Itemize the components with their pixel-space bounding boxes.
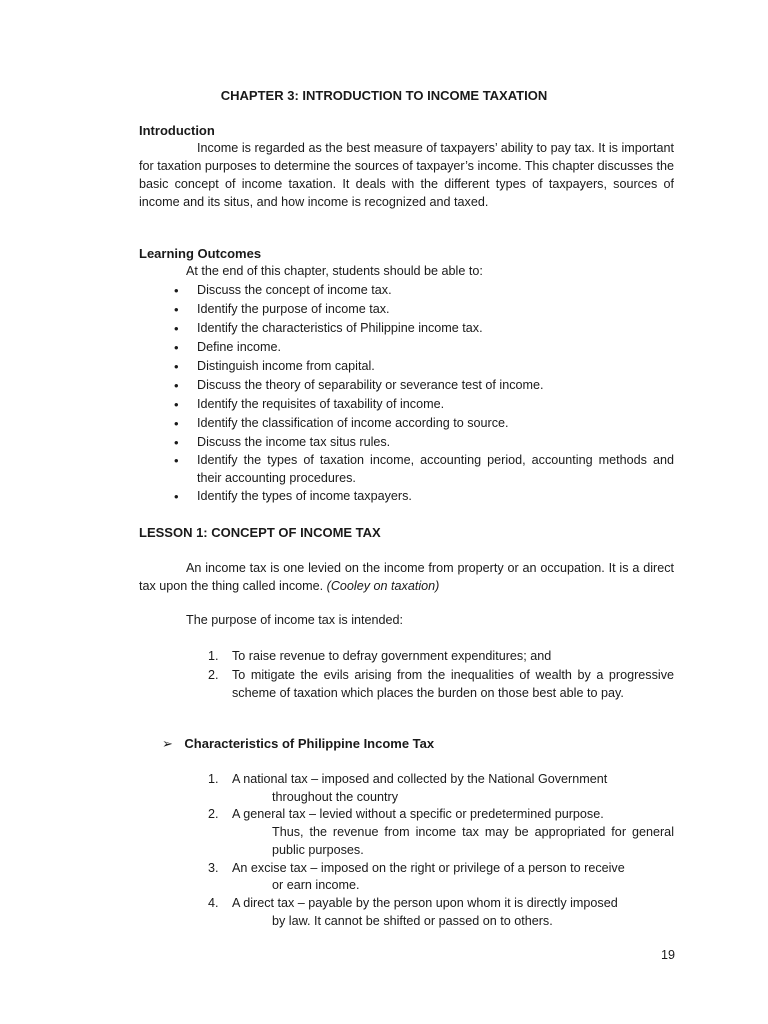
list-number: 1. [208, 649, 219, 663]
list-item: • Define income. [174, 338, 674, 357]
list-text: A direct tax – payable by the person upon whom it is directly imposed [232, 895, 618, 910]
lesson1-definition: An income tax is one levied on the income from property or an occupation. It is a direct tax upon the thing called income. [139, 561, 674, 593]
introduction-text: Income is regarded as the best measure of taxpayers’ ability to pay tax. It is important for taxation purposes to determine the sources of taxpayer’s income. This chapter discusses the basic concept of income taxation. It deals with the different types of taxpayers, sources of income and its situs, and how income is recognized and taxed. [139, 141, 674, 209]
purpose-list [208, 647, 674, 703]
list-item [208, 860, 674, 895]
list-item: • Identify the classification of income according to source. [174, 414, 674, 433]
list-text: To mitigate the evils arising from the inequalities of wealth by a progressive scheme of taxation which places the burden on those best able to pay. [232, 667, 674, 700]
introduction-paragraph [139, 139, 674, 211]
list-item: • Identify the requisites of taxability of income. [174, 395, 674, 414]
list-item: • Identify the types of income taxpayers. [174, 487, 674, 506]
list-number: 3. [208, 860, 219, 875]
characteristics-list [208, 771, 674, 930]
list-item [208, 771, 674, 806]
purpose-lead: The purpose of income tax is intended: [186, 613, 404, 627]
list-item: • Discuss the income tax situs rules. [174, 433, 674, 452]
learning-outcomes-list [174, 281, 674, 506]
characteristics-heading-row [162, 736, 434, 752]
introduction-heading: Introduction [139, 123, 215, 138]
list-item: • Discuss the theory of separability or severance test of income. [174, 376, 674, 395]
lesson1-citation: (Cooley on taxation) [326, 579, 440, 593]
list-text: A general tax – levied without a specific or predetermined purpose. [232, 807, 604, 822]
list-item: • Discuss the concept of income tax. [174, 281, 674, 300]
list-number: 1. [208, 772, 219, 786]
list-item: • Identify the types of taxation income, accounting period, accounting methods and their accounting procedures. [174, 452, 674, 487]
list-item: • Identify the purpose of income tax. [174, 300, 674, 319]
list-text-continued: Thus, the revenue from income tax may be appropriated for general public purposes. [272, 825, 674, 857]
list-number: 4. [208, 895, 219, 910]
list-item [208, 895, 674, 930]
list-text-continued: throughout the country [272, 789, 399, 804]
list-item: • Identify the characteristics of Philippine income tax. [174, 319, 674, 338]
list-text: A national tax – imposed and collected by the National Government [232, 772, 608, 786]
learning-outcomes-lead: At the end of this chapter, students should be able to: [186, 264, 483, 278]
characteristics-heading: Characteristics of Philippine Income Tax [184, 736, 435, 751]
list-text: To raise revenue to defray government expenditures; and [232, 649, 552, 663]
list-item [208, 806, 674, 859]
list-item [208, 666, 674, 703]
lesson1-definition-paragraph [139, 559, 674, 595]
page-number: 19 [660, 948, 675, 962]
list-item [208, 647, 674, 666]
list-text-continued: or earn income. [272, 878, 360, 893]
list-text-continued: by law. It cannot be shifted or passed on to others. [272, 913, 553, 928]
list-number: 2. [208, 807, 219, 822]
list-text: An excise tax – imposed on the right or privilege of a person to receive [232, 860, 625, 875]
lesson1-heading: LESSON 1: CONCEPT OF INCOME TAX [139, 525, 381, 540]
learning-outcomes-heading: Learning Outcomes [139, 246, 262, 261]
list-item: • Distinguish income from capital. [174, 357, 674, 376]
chapter-title: CHAPTER 3: INTRODUCTION TO INCOME TAXATION [220, 88, 548, 103]
arrow-bullet-icon: ➢ [162, 736, 173, 751]
list-number: 2. [208, 667, 219, 682]
